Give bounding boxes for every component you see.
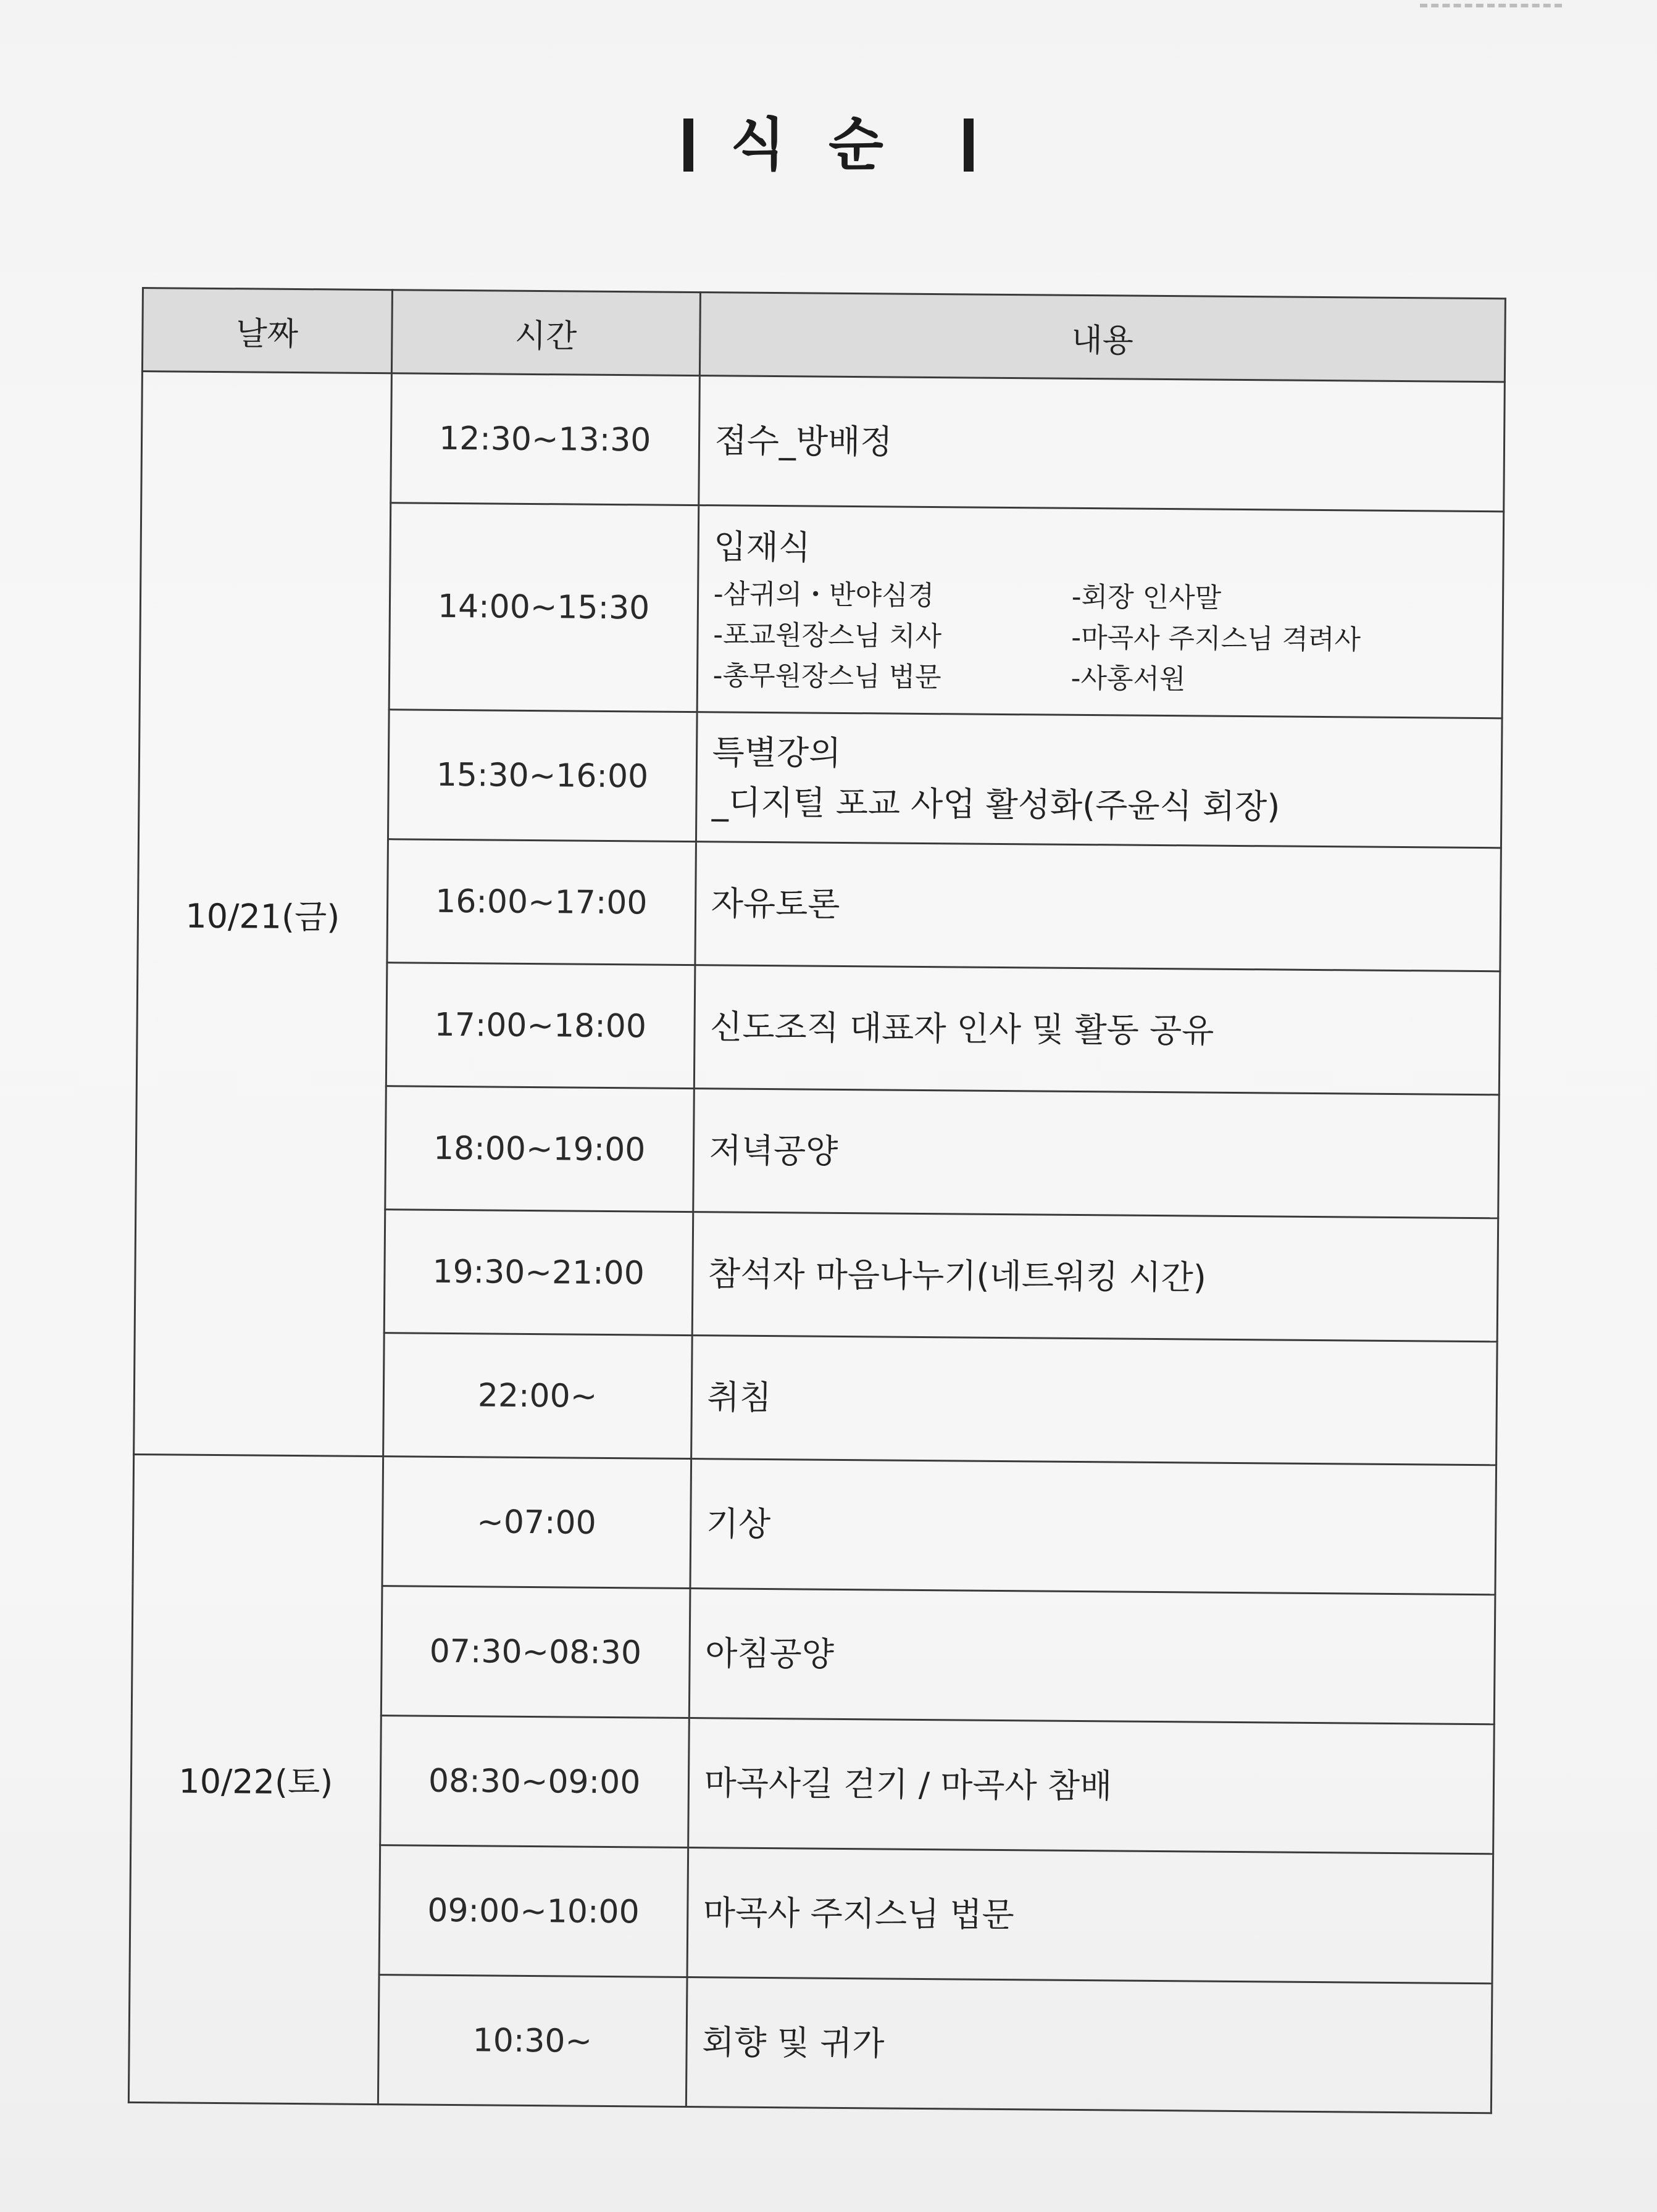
content-main: 입재식 — [714, 526, 811, 567]
sub-item: -총무원장스님 법문 — [712, 659, 941, 693]
time-cell: 12:30~13:30 — [391, 373, 699, 505]
header-time: 시간 — [391, 290, 700, 376]
time-cell: 16:00~17:00 — [387, 839, 696, 965]
content-cell: 자유토론 — [695, 842, 1501, 971]
content-main: 특별강의 — [712, 732, 841, 773]
content-cell: 기상 — [690, 1459, 1496, 1595]
content-cell: 저녁공양 — [693, 1089, 1499, 1218]
content-cell: 참석자 마음나누기(네트워킹 시간) — [692, 1212, 1498, 1342]
time-cell: 18:00~19:00 — [385, 1086, 694, 1212]
time-cell: 15:30~16:00 — [388, 710, 696, 842]
sub-item: -사홍서원 — [1071, 662, 1186, 695]
time-cell: 14:00~15:30 — [389, 503, 698, 712]
sub-item: -삼귀의・반야심경 — [713, 578, 935, 612]
schedule-table — [128, 287, 1506, 2114]
time-cell: 22:00~ — [383, 1333, 691, 1459]
title-bar-right — [964, 118, 974, 172]
header-date: 날짜 — [142, 288, 392, 373]
sub-item: -회장 인사말 — [1071, 581, 1222, 614]
time-cell: 07:30~08:30 — [381, 1586, 690, 1718]
title-bar-left — [683, 118, 693, 172]
time-cell: 10:30~ — [378, 1975, 687, 2107]
content-cell: 신도조직 대표자 인사 및 활동 공유 — [694, 965, 1500, 1095]
content-cell: 마곡사길 걷기 / 마곡사 참배 — [688, 1718, 1494, 1854]
content-line2: _디지털 포교 사업 활성화(주윤식 회장) — [711, 782, 1280, 826]
date-cell: 10/21(금) — [134, 372, 392, 1457]
table-row — [141, 372, 1505, 512]
content-cell — [696, 712, 1502, 848]
title-area — [0, 105, 1657, 185]
table-row — [133, 1454, 1496, 1594]
time-cell: 08:30~09:00 — [380, 1716, 688, 1848]
time-cell: ~07:00 — [382, 1457, 691, 1589]
time-cell: 17:00~18:00 — [386, 963, 695, 1089]
title-text: 식순 — [730, 112, 927, 178]
sub-item: -포교원장스님 치사 — [712, 618, 942, 652]
header-content: 내용 — [699, 293, 1505, 382]
page-title — [646, 105, 1011, 185]
sub-item-list — [712, 574, 1501, 702]
date-cell: 10/22(토) — [128, 1454, 383, 2104]
page-edge-dashes — [1420, 4, 1562, 7]
content-cell — [697, 505, 1504, 718]
content-cell: 아침공양 — [689, 1589, 1495, 1724]
header-row — [142, 288, 1505, 382]
time-cell: 19:30~21:00 — [384, 1210, 693, 1336]
content-cell: 마곡사 주지스님 법문 — [687, 1848, 1493, 1984]
time-cell: 09:00~10:00 — [379, 1845, 688, 1977]
content-cell: 접수_방배정 — [698, 376, 1505, 512]
sub-item: -마곡사 주지스님 격려사 — [1071, 622, 1361, 656]
content-cell: 취침 — [691, 1336, 1497, 1465]
content-cell: 회향 및 귀가 — [686, 1977, 1492, 2113]
